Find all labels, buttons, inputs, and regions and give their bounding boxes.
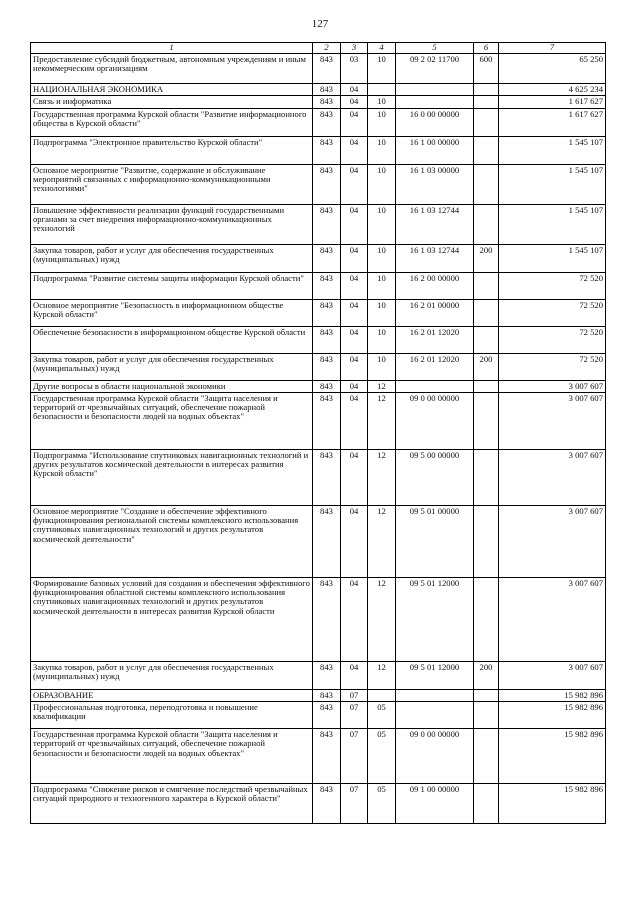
row-expense-type-cell <box>474 505 499 577</box>
row-expense-type-cell: 200 <box>474 244 499 272</box>
table-row <box>31 505 606 577</box>
table-row <box>31 729 606 784</box>
row-target-article-cell: 09 0 00 00000 <box>396 392 474 449</box>
row-code-cell: 843 <box>313 449 341 505</box>
row-subsection-cell: 05 <box>368 702 396 729</box>
row-amount-cell: 3 007 607 <box>499 449 606 505</box>
row-amount-cell: 1 617 627 <box>499 96 606 108</box>
row-section-cell: 04 <box>341 244 368 272</box>
row-section-cell: 04 <box>341 392 368 449</box>
row-target-article-cell: 16 0 00 00000 <box>396 108 474 136</box>
table-row <box>31 689 606 701</box>
row-expense-type-cell <box>474 380 499 392</box>
row-expense-type-cell <box>474 272 499 299</box>
row-name-cell: Государственная программа Курской области "Развитие информационного общества в Курской области" <box>31 108 313 136</box>
row-amount-cell: 1 617 627 <box>499 108 606 136</box>
row-code-cell: 843 <box>313 353 341 380</box>
row-code-cell: 843 <box>313 164 341 204</box>
table-row <box>31 136 606 164</box>
row-amount-cell: 3 007 607 <box>499 661 606 689</box>
row-subsection-cell: 10 <box>368 272 396 299</box>
row-amount-cell: 3 007 607 <box>499 577 606 661</box>
table-row <box>31 392 606 449</box>
row-code-cell: 843 <box>313 96 341 108</box>
row-code-cell: 843 <box>313 702 341 729</box>
row-name-cell: Подпрограмма "Развитие системы защиты информации Курской области" <box>31 272 313 299</box>
row-code-cell: 843 <box>313 299 341 326</box>
row-target-article-cell: 16 1 03 12744 <box>396 244 474 272</box>
row-name-cell: Предоставление субсидий бюджетным, автономным учреждениям и иным некоммерческим организациям <box>31 54 313 84</box>
row-target-article-cell <box>396 96 474 108</box>
table-row <box>31 577 606 661</box>
row-section-cell: 07 <box>341 702 368 729</box>
row-subsection-cell <box>368 689 396 701</box>
row-expense-type-cell <box>474 136 499 164</box>
header-row <box>31 43 606 54</box>
row-name-cell: Профессиональная подготовка, переподготовка и повышение квалификации <box>31 702 313 729</box>
row-section-cell: 04 <box>341 108 368 136</box>
row-section-cell: 03 <box>341 54 368 84</box>
row-expense-type-cell <box>474 689 499 701</box>
row-section-cell: 04 <box>341 326 368 353</box>
row-target-article-cell: 16 2 01 12020 <box>396 353 474 380</box>
table-row <box>31 244 606 272</box>
row-expense-type-cell <box>474 108 499 136</box>
row-section-cell: 04 <box>341 577 368 661</box>
row-name-cell: Формирование базовых условий для создания и обеспечения эффективного функционирования областной системы комплексного использования спутниковых навигационных технологий и других результатов космической деятельности в интересах развития Курской области <box>31 577 313 661</box>
row-amount-cell: 15 982 896 <box>499 784 606 824</box>
row-target-article-cell <box>396 84 474 96</box>
row-code-cell: 843 <box>313 505 341 577</box>
row-section-cell: 04 <box>341 136 368 164</box>
row-name-cell: Закупка товаров, работ и услуг для обеспечения государственных (муниципальных) нужд <box>31 244 313 272</box>
row-amount-cell: 15 982 896 <box>499 702 606 729</box>
row-target-article-cell: 09 5 01 12000 <box>396 577 474 661</box>
row-name-cell: Государственная программа Курской области "Защита населения и территорий от чрезвычайных ситуаций, обеспечение пожарной безопасности и безопасности людей на водных объектах" <box>31 392 313 449</box>
row-amount-cell: 1 545 107 <box>499 164 606 204</box>
row-amount-cell: 3 007 607 <box>499 505 606 577</box>
row-expense-type-cell: 600 <box>474 54 499 84</box>
row-section-cell: 04 <box>341 84 368 96</box>
row-amount-cell: 4 625 234 <box>499 84 606 96</box>
row-code-cell: 843 <box>313 136 341 164</box>
table-row <box>31 326 606 353</box>
row-target-article-cell <box>396 702 474 729</box>
row-code-cell: 843 <box>313 326 341 353</box>
row-name-cell: Подпрограмма "Электронное правительство Курской области" <box>31 136 313 164</box>
row-subsection-cell: 05 <box>368 729 396 784</box>
row-target-article-cell: 09 2 02 11700 <box>396 54 474 84</box>
row-subsection-cell: 12 <box>368 380 396 392</box>
row-subsection-cell: 12 <box>368 505 396 577</box>
budget-table <box>30 42 606 824</box>
row-expense-type-cell <box>474 299 499 326</box>
row-amount-cell: 15 982 896 <box>499 729 606 784</box>
row-code-cell: 843 <box>313 577 341 661</box>
row-section-cell: 04 <box>341 353 368 380</box>
table-row <box>31 353 606 380</box>
row-section-cell: 04 <box>341 164 368 204</box>
row-amount-cell: 72 520 <box>499 272 606 299</box>
row-section-cell: 04 <box>341 96 368 108</box>
row-subsection-cell: 12 <box>368 661 396 689</box>
table-row <box>31 54 606 84</box>
row-name-cell: Государственная программа Курской области "Защита населения и территорий от чрезвычайных ситуаций, обеспечение пожарной безопасности и безопасности людей на водных объектах" <box>31 729 313 784</box>
row-code-cell: 843 <box>313 689 341 701</box>
row-section-cell: 04 <box>341 204 368 244</box>
row-code-cell: 843 <box>313 661 341 689</box>
row-name-cell: Обеспечение безопасности в информационном обществе Курской области <box>31 326 313 353</box>
row-name-cell: ОБРАЗОВАНИЕ <box>31 689 313 701</box>
row-expense-type-cell <box>474 84 499 96</box>
row-section-cell: 07 <box>341 784 368 824</box>
row-target-article-cell: 09 5 01 00000 <box>396 505 474 577</box>
row-amount-cell: 3 007 607 <box>499 380 606 392</box>
row-expense-type-cell <box>474 702 499 729</box>
row-expense-type-cell <box>474 96 499 108</box>
row-name-cell: Основное мероприятие "Развитие, содержание и обслуживание мероприятий связанных с информационно-коммуникационными технологиями" <box>31 164 313 204</box>
table-row <box>31 702 606 729</box>
table-row <box>31 272 606 299</box>
row-subsection-cell: 10 <box>368 299 396 326</box>
row-section-cell: 04 <box>341 380 368 392</box>
row-target-article-cell: 09 1 00 00000 <box>396 784 474 824</box>
row-target-article-cell <box>396 380 474 392</box>
row-code-cell: 843 <box>313 84 341 96</box>
row-name-cell: НАЦИОНАЛЬНАЯ ЭКОНОМИКА <box>31 84 313 96</box>
column-header: 1 <box>31 43 313 54</box>
row-code-cell: 843 <box>313 108 341 136</box>
row-code-cell: 843 <box>313 204 341 244</box>
row-section-cell: 04 <box>341 661 368 689</box>
row-amount-cell: 1 545 107 <box>499 204 606 244</box>
row-target-article-cell: 16 1 03 12744 <box>396 204 474 244</box>
row-subsection-cell: 10 <box>368 164 396 204</box>
column-header: 6 <box>474 43 499 54</box>
row-target-article-cell: 16 2 01 12020 <box>396 326 474 353</box>
table-row <box>31 299 606 326</box>
row-subsection-cell: 05 <box>368 784 396 824</box>
row-expense-type-cell: 200 <box>474 661 499 689</box>
row-code-cell: 843 <box>313 729 341 784</box>
row-code-cell: 843 <box>313 392 341 449</box>
row-subsection-cell <box>368 84 396 96</box>
row-name-cell: Другие вопросы в области национальной экономики <box>31 380 313 392</box>
row-target-article-cell: 09 5 01 12000 <box>396 661 474 689</box>
row-subsection-cell: 10 <box>368 54 396 84</box>
row-expense-type-cell <box>474 326 499 353</box>
row-section-cell: 04 <box>341 272 368 299</box>
row-expense-type-cell <box>474 577 499 661</box>
row-section-cell: 04 <box>341 449 368 505</box>
row-name-cell: Подпрограмма "Снижение рисков и смягчение последствий чрезвычайных ситуаций природного и техногенного характера в Курской области" <box>31 784 313 824</box>
row-amount-cell: 65 250 <box>499 54 606 84</box>
row-name-cell: Основное мероприятие "Безопасность в информационном обществе Курской области" <box>31 299 313 326</box>
row-section-cell: 07 <box>341 729 368 784</box>
row-amount-cell: 1 545 107 <box>499 136 606 164</box>
row-section-cell: 07 <box>341 689 368 701</box>
row-code-cell: 843 <box>313 54 341 84</box>
row-amount-cell: 72 520 <box>499 299 606 326</box>
column-header: 2 <box>313 43 341 54</box>
row-code-cell: 843 <box>313 380 341 392</box>
column-header: 5 <box>396 43 474 54</box>
row-target-article-cell: 09 5 00 00000 <box>396 449 474 505</box>
row-name-cell: Подпрограмма "Использование спутниковых навигационных технологий и других результатов космической деятельности в интересах развития Курской области" <box>31 449 313 505</box>
row-subsection-cell: 10 <box>368 353 396 380</box>
table-row <box>31 108 606 136</box>
row-name-cell: Основное мероприятие "Создание и обеспечение эффективного функционирования региональной системы комплексного использования спутниковых навигационных технологий и других результатов космической деятельности" <box>31 505 313 577</box>
row-subsection-cell: 10 <box>368 136 396 164</box>
column-header: 7 <box>499 43 606 54</box>
row-code-cell: 843 <box>313 784 341 824</box>
row-name-cell: Закупка товаров, работ и услуг для обеспечения государственных (муниципальных) нужд <box>31 661 313 689</box>
row-section-cell: 04 <box>341 505 368 577</box>
row-subsection-cell: 12 <box>368 577 396 661</box>
table-row <box>31 661 606 689</box>
row-expense-type-cell <box>474 449 499 505</box>
row-expense-type-cell <box>474 392 499 449</box>
table-row <box>31 784 606 824</box>
row-subsection-cell: 10 <box>368 108 396 136</box>
row-expense-type-cell <box>474 784 499 824</box>
row-target-article-cell: 16 1 00 00000 <box>396 136 474 164</box>
row-amount-cell: 15 982 896 <box>499 689 606 701</box>
row-name-cell: Закупка товаров, работ и услуг для обеспечения государственных (муниципальных) нужд <box>31 353 313 380</box>
row-subsection-cell: 10 <box>368 204 396 244</box>
page-number: 127 <box>311 18 329 30</box>
table-row <box>31 380 606 392</box>
row-target-article-cell: 16 1 03 00000 <box>396 164 474 204</box>
row-target-article-cell: 16 2 01 00000 <box>396 299 474 326</box>
row-name-cell: Связь и информатика <box>31 96 313 108</box>
row-subsection-cell: 10 <box>368 244 396 272</box>
table-row <box>31 84 606 96</box>
row-amount-cell: 72 520 <box>499 326 606 353</box>
row-target-article-cell <box>396 689 474 701</box>
row-name-cell: Повышение эффективности реализации функций государственными органами за счет внедрения информационно-коммуникационных технологий <box>31 204 313 244</box>
row-subsection-cell: 12 <box>368 392 396 449</box>
row-code-cell: 843 <box>313 244 341 272</box>
row-section-cell: 04 <box>341 299 368 326</box>
row-expense-type-cell: 200 <box>474 353 499 380</box>
row-target-article-cell: 16 2 00 00000 <box>396 272 474 299</box>
row-subsection-cell: 10 <box>368 326 396 353</box>
table-row <box>31 204 606 244</box>
row-target-article-cell: 09 0 00 00000 <box>396 729 474 784</box>
column-header: 4 <box>368 43 396 54</box>
row-amount-cell: 1 545 107 <box>499 244 606 272</box>
column-header: 3 <box>341 43 368 54</box>
row-expense-type-cell <box>474 729 499 784</box>
row-expense-type-cell <box>474 164 499 204</box>
table-body <box>31 54 606 824</box>
row-amount-cell: 3 007 607 <box>499 392 606 449</box>
row-expense-type-cell <box>474 204 499 244</box>
table-row <box>31 96 606 108</box>
row-subsection-cell: 12 <box>368 449 396 505</box>
row-subsection-cell: 10 <box>368 96 396 108</box>
row-code-cell: 843 <box>313 272 341 299</box>
table-row <box>31 449 606 505</box>
table-row <box>31 164 606 204</box>
row-amount-cell: 72 520 <box>499 353 606 380</box>
